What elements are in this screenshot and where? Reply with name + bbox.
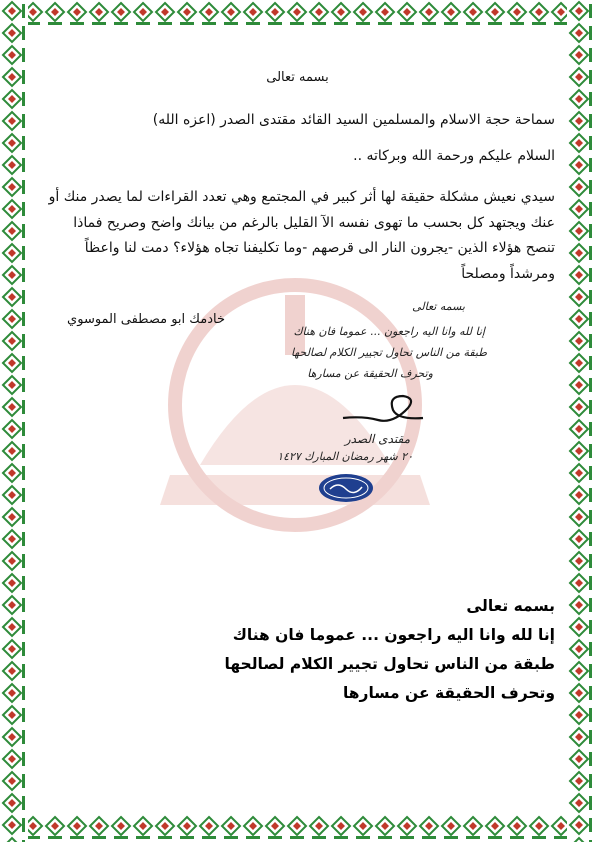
- typed-line-2: إنا لله وانا اليه راجعون ... عموما فان هناك: [232, 626, 555, 644]
- border-top: [0, 0, 595, 28]
- handwritten-line-3: طبقة من الناس تحاول تجيير الكلام لصالحها: [291, 346, 487, 359]
- letter-address: سماحة حجة الاسلام والمسلمين السيد القائد مقتدى الصدر (اعزه الله): [152, 112, 555, 128]
- handwritten-line-1: بسمه تعالى: [412, 300, 465, 313]
- letter-title: بسمه تعالى: [266, 70, 329, 85]
- border-bottom: [0, 814, 595, 842]
- letter-body: سيدي نعيش مشكلة حقيقة لها أثر كبير في المجتمع وهي تعدد القراءات لما يصدر منك أو عنك ويجتهد كل بحسب ما تهوى نفسه الآ القليل بالرغم من بيانك واضح وصريح فماذا تنصح هؤلاء الذين -يجرون النار الى قرصهم -وما تكليفنا تجاه هؤلاء؟ دمت لنا واعظاً ومرشداً ومصلحاً: [48, 189, 555, 282]
- border-right: [567, 0, 595, 842]
- border-right-pattern: [567, 0, 595, 842]
- handwritten-line-4: وتحرف الحقيقة عن مسارها: [307, 367, 433, 380]
- border-bottom-pattern: [0, 814, 595, 842]
- signature-mark: [338, 388, 428, 428]
- office-seal-stamp: [318, 473, 374, 503]
- handwritten-date: ٢٠ شهر رمضان المبارك ١٤٢٧: [277, 450, 413, 463]
- letter-signoff: خادمك ابو مصطفى الموسوي: [67, 312, 225, 327]
- border-top-pattern: [0, 0, 595, 28]
- typed-line-4: وتحرف الحقيقة عن مسارها: [342, 684, 555, 702]
- border-left: [0, 0, 28, 842]
- handwritten-signature-name: مقتدى الصدر: [344, 432, 410, 446]
- typed-line-3: طبقة من الناس تحاول تجيير الكلام لصالحها: [224, 655, 555, 673]
- letter-greeting: السلام عليكم ورحمة الله وبركاته ..: [353, 148, 555, 164]
- handwritten-line-2: إنا لله وانا اليه راجعون ... عموما فان هناك: [293, 325, 485, 338]
- border-left-pattern: [0, 0, 28, 842]
- typed-line-1: بسمه تعالى: [466, 597, 555, 615]
